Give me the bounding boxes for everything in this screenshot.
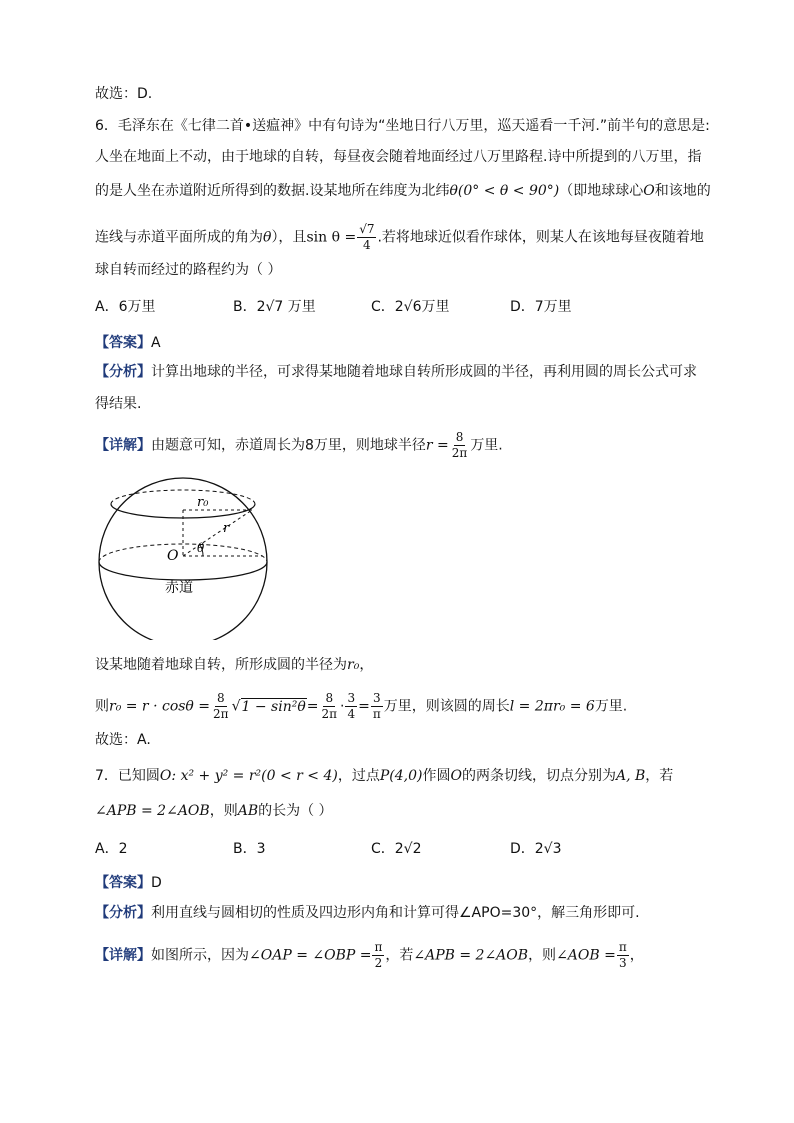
q6-line4: 连线与赤道平面所成的角为θ），且sin θ = $\frac{√7}{4}$ .若将地球近似看作球体，则某人在该地每昼夜随着地 [95, 222, 704, 252]
q7-line1: 7．已知圆O: x² + y² = r²(0 < r < 4)，过点P(4,0)作圆O的两条切线，切点分别为A, B，若 [95, 768, 674, 784]
q6-line2: 人坐在地面上不动，由于地球的自转，每昼夜会随着地面经过八万里路程.诗中所提到的八万里，指 [95, 149, 702, 165]
label-O: O [167, 548, 179, 564]
prev-answer: 故选：D. [95, 86, 153, 102]
q6-option-d: D．7万里 [510, 299, 572, 315]
q7-analysis: 【分析】利用直线与圆相切的性质及四边形内角和计算可得∠APO=30°，解三角形即可. [95, 905, 640, 921]
q6-option-a: A．6万里 [95, 299, 156, 315]
q7-detail: 【详解】如图所示，因为∠OAP = ∠OBP = $\frac{\pi}{2}$ ，若∠APB = 2∠AOB，则∠AOB = $\frac{\pi}{3}$ ， [95, 940, 644, 970]
q6-sin-fraction: $\frac{√7}{4}$ [359, 222, 375, 252]
sphere-diagram [95, 470, 275, 640]
q7-line2: ∠APB = 2∠AOB，则AB的长为（ ） [95, 803, 333, 819]
label-r: r [223, 521, 230, 536]
q6-detail-2: 设某地随着地球自转，所形成圆的半径为r₀， [95, 657, 374, 673]
q6-line5: 球自转而经过的路程约为（ ） [95, 262, 282, 278]
q6-line3: 的是人坐在赤道附近所得到的数据.设某地所在纬度为北纬θ(0° < θ < 90°)（即地球球心O和该地的 [95, 183, 711, 199]
label-theta: θ [197, 541, 205, 555]
q7-option-a: A．2 [95, 841, 128, 857]
latitude-circle-back [111, 490, 255, 504]
q6-analysis-1: 【分析】计算出地球的半径，可求得某地随着地球自转所形成圆的半径，再利用圆的周长公式可求 [95, 364, 697, 380]
sphere-outline [99, 478, 267, 640]
q6-option-b: B．2√7 万里 [233, 299, 316, 315]
q6-detail-3: 则r₀ = r · cosθ = $\frac{8}{2\pi}$ √1 − sin²θ= $\frac{8}{2\pi}$ · $\frac{3}{4}$ = $\frac{3}{\pi}$ 万里，则该圆的周长l = 2πr₀ = 6万里. [95, 691, 628, 721]
q7-option-b: B．3 [233, 841, 266, 857]
q6-final: 故选：A. [95, 732, 151, 748]
q6-answer: 【答案】A [95, 335, 161, 351]
q7-option-d: D．2√3 [510, 841, 562, 857]
q6-detail-1: 【详解】由题意可知，赤道周长为8万里，则地球半径r = $\frac{8}{2\pi}$ 万里. [95, 430, 503, 460]
equator-front [99, 562, 267, 580]
q7-answer: 【答案】D [95, 875, 162, 891]
label-equator: 赤道 [165, 580, 193, 596]
q6-latitude-expr: θ(0° < θ < 90°) [449, 183, 560, 199]
label-r0: r₀ [197, 495, 209, 510]
q6-line1: 6．毛泽东在《七律二首•送瘟神》中有句诗为“坐地日行八万里，巡天遥看一千河.”前半句的意思是: [95, 118, 710, 134]
q7-option-c: C．2√2 [371, 841, 422, 857]
q6-analysis-2: 得结果. [95, 396, 142, 412]
q6-number: 6． [95, 118, 118, 134]
q6-option-c: C．2√6万里 [371, 299, 450, 315]
